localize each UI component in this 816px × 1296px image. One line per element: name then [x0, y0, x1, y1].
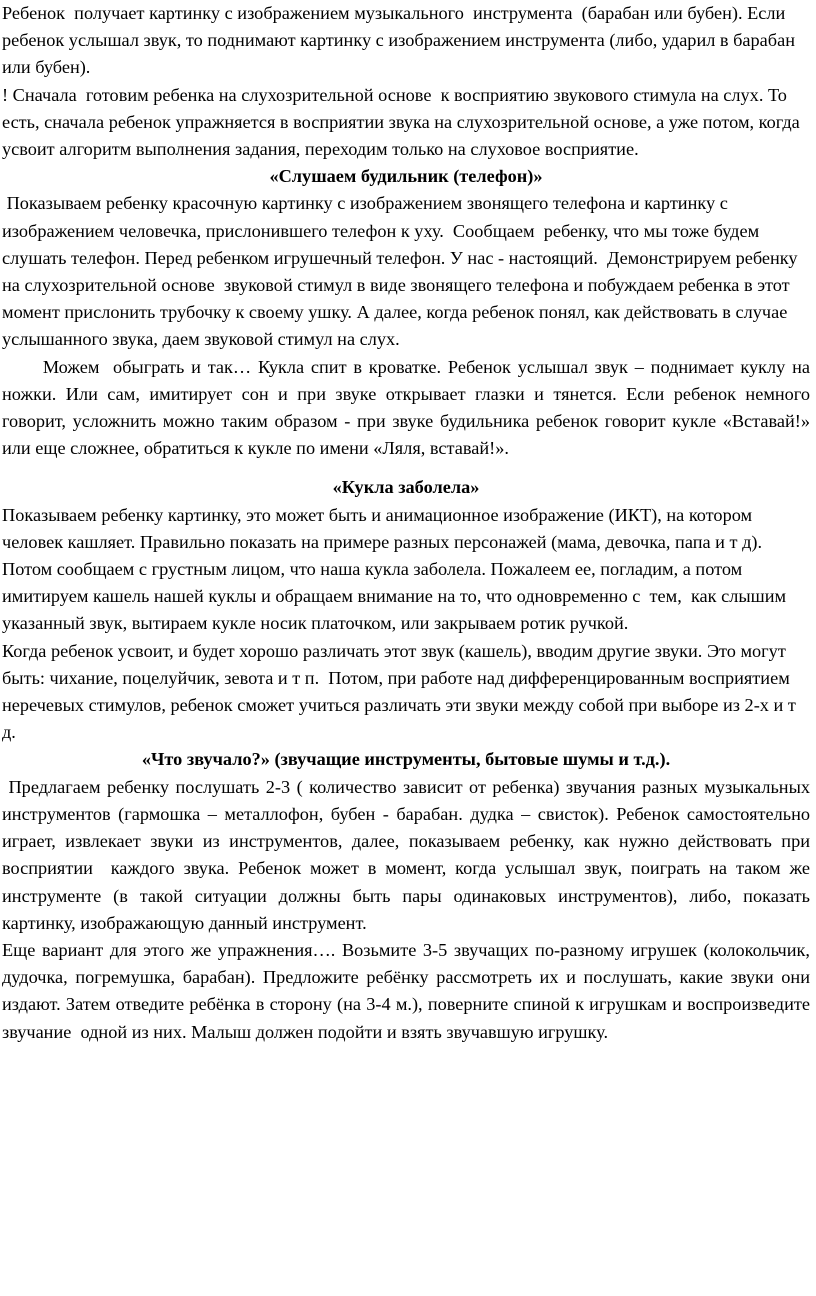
- paragraph-note: ! Сначала готовим ребенка на слухозрительной основе к восприятию звукового стимула на слух. То есть, сначала ребенок упражняется в восприятии звука на слухозрительной основе, а уже потом, когда усвоит алгоритм выполнения задания, переходим только на слуховое восприятие.: [2, 84, 805, 160]
- paragraph-toys-variant: Еще вариант для этого же упражнения…. Возьмите 3-5 звучащих по-разному игрушек (колокольчик, дудочка, погремушка, барабан). Предложите ребёнку рассмотреть их и послушать, какие звуки они издают. Затем отведите ребёнка в сторону (на 3-4 м.), поверните спиной к игрушкам и воспроизведите звучание одной из них. Малыш должен подойти и взять звучавшую игрушку.: [2, 939, 815, 1042]
- paragraph-doll-sleeps: Можем обыграть и так… Кукла спит в кроватке. Ребенок услышал звук – поднимает куклу на ножки. Или сам, имитирует сон и при звуке открывает глазки и тянется. Если ребенок немного говорит, усложнить можно таким образом - при звуке будильника ребенок говорит кукле «Вставай!» или еще сложнее, обратиться к кукле по имени «Ляля, вставай!».: [2, 356, 815, 459]
- heading-doll-sick: «Кукла заболела»: [332, 477, 480, 498]
- paragraph-alarm-clock: Показываем ребенку красочную картинку с изображением звонящего телефона и картинку с изображением человечка, прислонившего телефон к уху. Сообщаем ребенку, что мы тоже будем слушать телефон. Перед ребенком игрушечный телефон. У нас - настоящий. Демонстрируем ребенку на слухозрительной основе звуковой стимул в виде звонящего телефона и побуждаем ребенка в этот момент прислонить трубочку к своему ушку. А далее, когда ребенок понял, как действовать в случае услышанного звука, даем звуковой стимул на слух.: [2, 193, 803, 350]
- paragraph-gap: [2, 462, 810, 474]
- heading-what-sounded: «Что звучало?» (звучащие инструменты, бытовые шумы и т.д.).: [141, 749, 671, 770]
- paragraph-intro: Ребенок получает картинку с изображением музыкального инструмента (барабан или бубен). Если ребенок услышал звук, то поднимают картинку с изображением инструмента (либо, ударил в барабан или бубен).: [2, 3, 800, 78]
- paragraph-other-sounds: Когда ребенок усвоит, и будет хорошо различать этот звук (кашель), вводим другие звуки. Это могут быть: чихание, поцелуйчик, зевота и т п. Потом, при работе над дифференцированным восприятием неречевых стимулов, ребенок сможет учиться различать эти звуки между собой при выборе из 2-х и т д.: [2, 640, 801, 743]
- paragraph-doll-sick: Показываем ребенку картинку, это может быть и анимационное изображение (ИКТ), на котором человек кашляет. Правильно показать на примере разных персонажей (мама, девочка, папа и т д). Потом сообщаем с грустным лицом, что наша кукла заболела. Пожалеем ее, погладим, а потом имитируем кашель нашей куклы и обращаем внимание на то, что одновременно с тем, как слышим указанный звук, вытираем кукле носик платочком, или закрываем ротик ручкой.: [2, 504, 791, 634]
- heading-alarm-clock: «Слушаем будильник (телефон)»: [269, 166, 543, 187]
- paragraph-instruments: Предлагаем ребенку послушать 2-3 ( количество зависит от ребенка) звучания разных музыкальных инструментов (гармошка – металлофон, бубен - барабан. дудка – свисток). Ребенок самостоятельно играет, извлекает звуки из инструментов, далее, показываем ребенку, как нужно действовать при восприятии каждого звука. Ребенок может в момент, когда услышал звук, поиграть на таком же инструменте (в такой ситуации должны быть пары одинаковых инструментов), либо, показать картинку, изображающую данный инструмент.: [2, 776, 815, 933]
